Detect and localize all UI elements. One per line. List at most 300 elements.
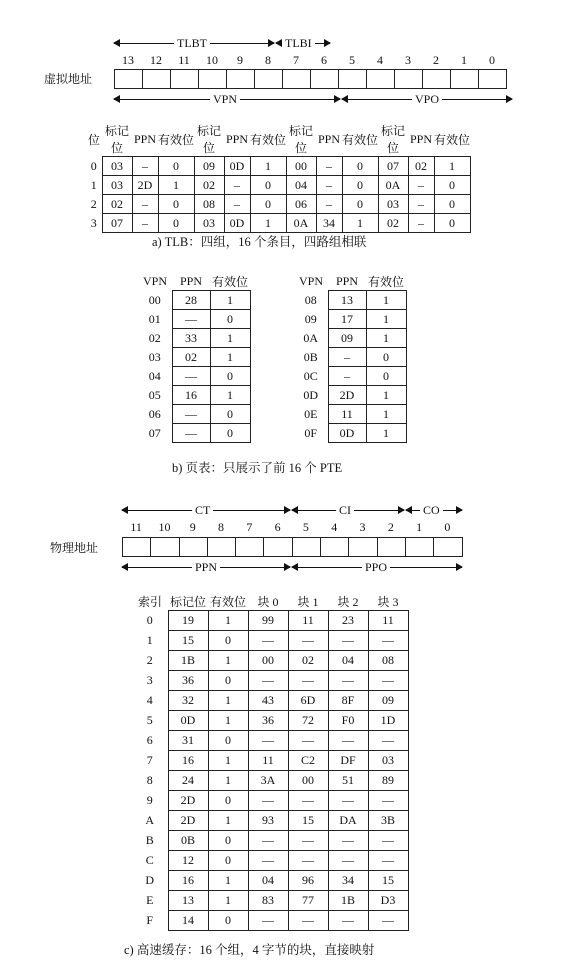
page-table-row <box>138 405 250 424</box>
bit-number: 1 <box>461 53 467 67</box>
tlb-cell: 00 <box>286 157 316 176</box>
bit-number: 5 <box>349 53 355 67</box>
cache-cell: 0B <box>168 831 208 851</box>
cache-row <box>132 711 408 731</box>
page-table-header-cell: PPN <box>179 273 202 288</box>
cache-caption: c) 高速缓存：16 个组，4 字节的块，直接映射 <box>124 943 375 957</box>
vpn-cell: 05 <box>148 387 161 402</box>
cache-cell: 51 <box>328 771 368 791</box>
vpn-cell: 08 <box>304 292 317 307</box>
bit-number: 6 <box>321 53 327 67</box>
cache-cell: — <box>248 791 288 811</box>
tlb-cell: 08 <box>194 195 224 214</box>
valid-cell: 1 <box>210 291 250 310</box>
cache-cell: 11 <box>368 611 408 631</box>
cache-cell: 77 <box>288 891 328 911</box>
ci-arrow <box>292 503 404 517</box>
tlb-cell: 0 <box>434 176 470 195</box>
vpn-cell: 06 <box>148 406 161 421</box>
cache-cell: 16 <box>168 751 208 771</box>
cache-cell: — <box>328 911 368 931</box>
address-bit-cell <box>180 538 208 556</box>
address-bit-cell <box>367 70 395 88</box>
tlb-table <box>86 122 471 233</box>
tlb-cell: – <box>408 195 434 214</box>
tlb-header-row <box>86 122 470 157</box>
page-table-row <box>294 424 406 443</box>
cache-cell: 11 <box>248 751 288 771</box>
cache-cell: — <box>248 731 288 751</box>
valid-cell: 0 <box>366 367 406 386</box>
cache-row <box>132 751 408 771</box>
vpn-cell: 09 <box>304 311 317 326</box>
cache-cell: — <box>368 671 408 691</box>
cache-index: 8 <box>146 773 153 787</box>
cache-cell: — <box>368 831 408 851</box>
bit-number: 11 <box>178 53 190 67</box>
tlb-header-cell: 有效位 <box>158 132 195 147</box>
cache-index: A <box>145 813 155 827</box>
page-table-row <box>294 329 406 348</box>
tlbi-label: TLBI <box>282 36 315 50</box>
tlb-header-cell: PPN <box>409 131 432 146</box>
vpn-cell: 03 <box>148 349 161 364</box>
vpn-cell: 07 <box>148 425 161 440</box>
cache-cell: 0D <box>168 711 208 731</box>
page-table-row <box>138 386 250 405</box>
tlb-header-cell: 有效位 <box>342 132 379 147</box>
ct-label: CT <box>192 503 213 517</box>
cache-cell: 1 <box>208 891 248 911</box>
tlb-header-cell: 标记位 <box>380 124 405 155</box>
cache-header-cell: 有效位 <box>209 594 246 609</box>
tlb-row <box>86 176 470 195</box>
cache-cell: DF <box>328 751 368 771</box>
ppn-cell: 0D <box>328 424 366 443</box>
vaddr-bit-numbers <box>114 53 506 68</box>
tlb-header-cell: 位 <box>87 132 100 147</box>
page-table-header-cell: VPN <box>298 273 323 288</box>
virtual-address-bits <box>114 69 507 89</box>
ppn-label: PPN <box>192 560 220 574</box>
cache-cell: 03 <box>368 751 408 771</box>
tlbt-label: TLBT <box>174 36 210 50</box>
cache-index: 0 <box>146 613 153 627</box>
vpn-cell: 0D <box>303 387 319 402</box>
address-bit-cell <box>208 538 236 556</box>
cache-cell: 15 <box>168 631 208 651</box>
cache-row <box>132 671 408 691</box>
page-table-left <box>138 272 251 443</box>
tlb-cell: 1 <box>250 214 286 233</box>
address-bit-cell <box>293 538 321 556</box>
valid-cell: 0 <box>210 310 250 329</box>
tlb-set-index: 2 <box>90 196 97 211</box>
cache-cell: 6D <box>288 691 328 711</box>
tlb-cell: 09 <box>194 157 224 176</box>
tlb-cell: – <box>316 195 342 214</box>
valid-cell: 1 <box>210 329 250 348</box>
bit-number: 6 <box>274 520 281 534</box>
cache-cell: 1 <box>208 711 248 731</box>
cache-cell: 1D <box>368 711 408 731</box>
virtual-address-label: 虚拟地址 <box>44 72 93 86</box>
cache-cell: — <box>368 851 408 871</box>
bit-number: 9 <box>237 53 243 67</box>
tlb-cell: – <box>132 214 158 233</box>
page-table-row <box>138 291 250 310</box>
bit-number: 12 <box>150 53 162 67</box>
tlb-set-index: 1 <box>90 177 97 192</box>
cache-cell: 0 <box>208 851 248 871</box>
tlb-cell: 0 <box>158 214 194 233</box>
valid-cell: 0 <box>366 348 406 367</box>
ct-arrow <box>122 503 290 517</box>
physical-address-bits <box>122 537 463 557</box>
cache-cell: 93 <box>248 811 288 831</box>
vpn-cell: 0C <box>303 368 318 383</box>
cache-row <box>132 651 408 671</box>
bit-number: 3 <box>359 520 366 534</box>
co-label: CO <box>420 503 443 517</box>
address-bit-cell <box>264 538 292 556</box>
valid-cell: 0 <box>210 367 250 386</box>
cache-header-cell: 块 0 <box>257 594 279 609</box>
page-table-row <box>138 329 250 348</box>
cache-cell: — <box>328 631 368 651</box>
tlb-cell: 06 <box>286 195 316 214</box>
cache-cell: DA <box>328 811 368 831</box>
tlb-cell: 0 <box>250 195 286 214</box>
cache-row <box>132 911 408 931</box>
cache-cell: 14 <box>168 911 208 931</box>
tlb-cell: – <box>224 195 250 214</box>
cache-cell: 1 <box>208 751 248 771</box>
page-table-row <box>294 348 406 367</box>
bit-number: 1 <box>416 520 423 534</box>
address-bit-cell <box>434 538 461 556</box>
tlb-row <box>86 214 470 233</box>
tlb-cell: 0 <box>158 157 194 176</box>
cache-cell: — <box>248 831 288 851</box>
tlb-cell: 0A <box>378 176 408 195</box>
address-bit-cell <box>199 70 227 88</box>
cache-row <box>132 891 408 911</box>
bit-number: 3 <box>405 53 411 67</box>
address-bit-cell <box>115 70 143 88</box>
cache-cell: 1 <box>208 691 248 711</box>
address-bit-cell <box>143 70 171 88</box>
cache-cell: 02 <box>288 651 328 671</box>
page-table-caption: b) 页表：只展示了前 16 个 PTE <box>172 461 343 475</box>
tlb-cell: 2D <box>132 176 158 195</box>
tlb-cell: 07 <box>102 214 132 233</box>
address-bit-cell <box>406 538 434 556</box>
ppn-cell: 2D <box>328 386 366 405</box>
cache-cell: — <box>328 671 368 691</box>
bit-number: 7 <box>293 53 299 67</box>
tlb-cell: 0 <box>434 195 470 214</box>
bit-number: 7 <box>246 520 253 534</box>
cache-cell: — <box>328 831 368 851</box>
tlb-set-index: 3 <box>90 215 97 230</box>
cache-cell: — <box>328 791 368 811</box>
bit-number: 2 <box>433 53 439 67</box>
cache-cell: 15 <box>288 811 328 831</box>
valid-cell: 1 <box>366 291 406 310</box>
cache-index: 5 <box>146 713 153 727</box>
vpn-cell: 0B <box>303 349 318 364</box>
vpn-cell: 0F <box>304 425 318 440</box>
tlb-row <box>86 195 470 214</box>
page-table-right <box>294 272 407 443</box>
address-bit-cell <box>423 70 451 88</box>
cache-cell: 1B <box>328 891 368 911</box>
cache-cell: 11 <box>288 611 328 631</box>
tlb-cell: – <box>132 157 158 176</box>
cache-row <box>132 811 408 831</box>
cache-row <box>132 691 408 711</box>
valid-cell: 1 <box>210 348 250 367</box>
cache-cell: — <box>288 791 328 811</box>
cache-cell: 2D <box>168 791 208 811</box>
tlb-cell: 0D <box>224 214 250 233</box>
ppo-label: PPO <box>362 560 390 574</box>
cache-cell: 0 <box>208 671 248 691</box>
vpn-cell: 0E <box>304 406 318 421</box>
valid-cell: 1 <box>366 310 406 329</box>
tlb-cell: 02 <box>194 176 224 195</box>
cache-cell: 1 <box>208 811 248 831</box>
address-bit-cell <box>236 538 264 556</box>
tlb-cell: – <box>408 214 434 233</box>
cache-row <box>132 771 408 791</box>
bit-number: 4 <box>377 53 383 67</box>
cache-cell: 3B <box>368 811 408 831</box>
cache-index: 1 <box>146 633 153 647</box>
cache-cell: 1 <box>208 871 248 891</box>
cache-cell: — <box>368 911 408 931</box>
address-bit-cell <box>227 70 255 88</box>
valid-cell: 1 <box>366 424 406 443</box>
ppn-cell: – <box>328 367 366 386</box>
bit-number: 4 <box>331 520 338 534</box>
cache-row <box>132 871 408 891</box>
address-bit-cell <box>479 70 506 88</box>
cache-cell: 24 <box>168 771 208 791</box>
address-bit-cell <box>321 538 349 556</box>
cache-cell: 36 <box>248 711 288 731</box>
tlb-header-cell: 标记位 <box>288 124 313 155</box>
cache-cell: 00 <box>288 771 328 791</box>
bit-number: 8 <box>265 53 271 67</box>
co-arrow <box>406 503 462 517</box>
cache-cell: 00 <box>248 651 288 671</box>
cache-cell: — <box>368 791 408 811</box>
cache-cell: 0 <box>208 911 248 931</box>
ppn-cell: 09 <box>328 329 366 348</box>
page-table-row <box>294 367 406 386</box>
tlb-row <box>86 157 470 176</box>
tlb-cell: 03 <box>194 214 224 233</box>
cache-row <box>132 831 408 851</box>
page-table-header-cell: 有效位 <box>211 274 248 289</box>
tlb-header-cell: 标记位 <box>196 124 221 155</box>
cache-row <box>132 611 408 631</box>
physical-address-label: 物理地址 <box>50 541 99 555</box>
cache-cell: 3A <box>248 771 288 791</box>
tlb-cell: 1 <box>158 176 194 195</box>
cache-header-cell: 块 1 <box>297 594 319 609</box>
valid-cell: 1 <box>366 405 406 424</box>
tlb-header-cell: PPN <box>225 131 248 146</box>
address-bit-cell <box>311 70 339 88</box>
tlb-cell: 0D <box>224 157 250 176</box>
tlb-cell: 02 <box>408 157 434 176</box>
bit-number: 2 <box>387 520 394 534</box>
bit-number: 5 <box>302 520 309 534</box>
cache-index: E <box>146 893 154 907</box>
cache-row <box>132 631 408 651</box>
cache-index: B <box>145 833 154 847</box>
cache-cell: 43 <box>248 691 288 711</box>
ppn-cell: — <box>172 424 210 443</box>
tlb-header-cell: 有效位 <box>250 132 287 147</box>
cache-index: 2 <box>146 653 153 667</box>
cache-row <box>132 791 408 811</box>
cache-header-cell: 块 2 <box>337 594 359 609</box>
cache-cell: 1 <box>208 611 248 631</box>
bit-number: 10 <box>158 520 171 534</box>
tlb-cell: 0 <box>342 157 378 176</box>
ppn-cell: — <box>172 310 210 329</box>
page-table-header-cell: VPN <box>142 273 167 288</box>
vpn-cell: 0A <box>303 330 319 345</box>
vpn-cell: 00 <box>148 292 161 307</box>
cache-cell: — <box>328 731 368 751</box>
tlb-cell: 03 <box>102 157 132 176</box>
cache-cell: C2 <box>288 751 328 771</box>
tlb-cell: 03 <box>102 176 132 195</box>
cache-cell: 04 <box>328 651 368 671</box>
bit-number: 0 <box>489 53 495 67</box>
tlb-header-cell: PPN <box>317 131 340 146</box>
cache-cell: 16 <box>168 871 208 891</box>
tlb-cell: 02 <box>378 214 408 233</box>
cache-header-cell: 块 3 <box>377 594 399 609</box>
cache-cell: 0 <box>208 791 248 811</box>
cache-cell: 0 <box>208 731 248 751</box>
cache-cell: — <box>248 671 288 691</box>
cache-index: F <box>146 913 154 927</box>
valid-cell: 0 <box>210 424 250 443</box>
cache-cell: 1 <box>208 771 248 791</box>
ppn-cell: – <box>328 348 366 367</box>
ppn-cell: 17 <box>328 310 366 329</box>
address-bit-cell <box>349 538 377 556</box>
page-table-row <box>138 310 250 329</box>
ppn-arrow <box>122 560 290 574</box>
tlb-header-cell: 有效位 <box>434 132 471 147</box>
cache-row <box>132 731 408 751</box>
cache-index: 7 <box>146 753 153 767</box>
cache-cell: — <box>288 671 328 691</box>
cache-cell: — <box>248 851 288 871</box>
page-table-row <box>294 291 406 310</box>
cache-cell: 72 <box>288 711 328 731</box>
tlb-set-index: 0 <box>90 158 97 173</box>
vpn-cell: 02 <box>148 330 161 345</box>
tlb-cell: – <box>316 176 342 195</box>
ppn-cell: 02 <box>172 348 210 367</box>
cache-cell: — <box>288 831 328 851</box>
tlb-cell: 0 <box>342 176 378 195</box>
page-table-row <box>294 386 406 405</box>
tlb-cell: – <box>132 195 158 214</box>
tlb-cell: 0 <box>250 176 286 195</box>
ppn-cell: 28 <box>172 291 210 310</box>
page-table-row <box>138 348 250 367</box>
vpn-arrow <box>114 92 340 106</box>
cache-cell: — <box>288 631 328 651</box>
page-table-header-cell: PPN <box>335 273 358 288</box>
cache-cell: — <box>248 631 288 651</box>
bit-number: 0 <box>444 520 451 534</box>
cache-cell: 96 <box>288 871 328 891</box>
tlb-cell: 1 <box>342 214 378 233</box>
bit-number: 9 <box>189 520 196 534</box>
valid-cell: 1 <box>366 386 406 405</box>
cache-index: 9 <box>146 793 153 807</box>
ppn-cell: 11 <box>328 405 366 424</box>
address-bit-cell <box>171 70 199 88</box>
tlb-cell: 03 <box>378 195 408 214</box>
cache-cell: 13 <box>168 891 208 911</box>
cache-cell: 12 <box>168 851 208 871</box>
cache-cell: — <box>288 731 328 751</box>
address-bit-cell <box>255 70 283 88</box>
cache-cell: 2D <box>168 811 208 831</box>
cache-cell: 15 <box>368 871 408 891</box>
tlb-cell: 1 <box>434 157 470 176</box>
page-table-row <box>294 405 406 424</box>
vpn-cell: 01 <box>148 311 161 326</box>
cache-cell: 09 <box>368 691 408 711</box>
vpo-label: VPO <box>412 92 442 106</box>
tlb-cell: 34 <box>316 214 342 233</box>
cache-cell: 23 <box>328 611 368 631</box>
cache-cell: — <box>328 851 368 871</box>
ppo-arrow <box>292 560 462 574</box>
tlb-cell: – <box>224 176 250 195</box>
tlb-cell: 0 <box>158 195 194 214</box>
cache-index: C <box>145 853 154 867</box>
cache-cell: 04 <box>248 871 288 891</box>
address-bit-cell <box>123 538 151 556</box>
cache-cell: — <box>288 851 328 871</box>
cache-cell: 34 <box>328 871 368 891</box>
valid-cell: 1 <box>210 386 250 405</box>
cache-cell: 83 <box>248 891 288 911</box>
cache-header-cell: 标记位 <box>169 594 206 609</box>
cache-cell: 99 <box>248 611 288 631</box>
cache-row <box>132 851 408 871</box>
cache-cell: — <box>368 631 408 651</box>
address-bit-cell <box>378 538 406 556</box>
cache-cell: 08 <box>368 651 408 671</box>
bit-number: 11 <box>130 520 142 534</box>
cache-cell: 32 <box>168 691 208 711</box>
